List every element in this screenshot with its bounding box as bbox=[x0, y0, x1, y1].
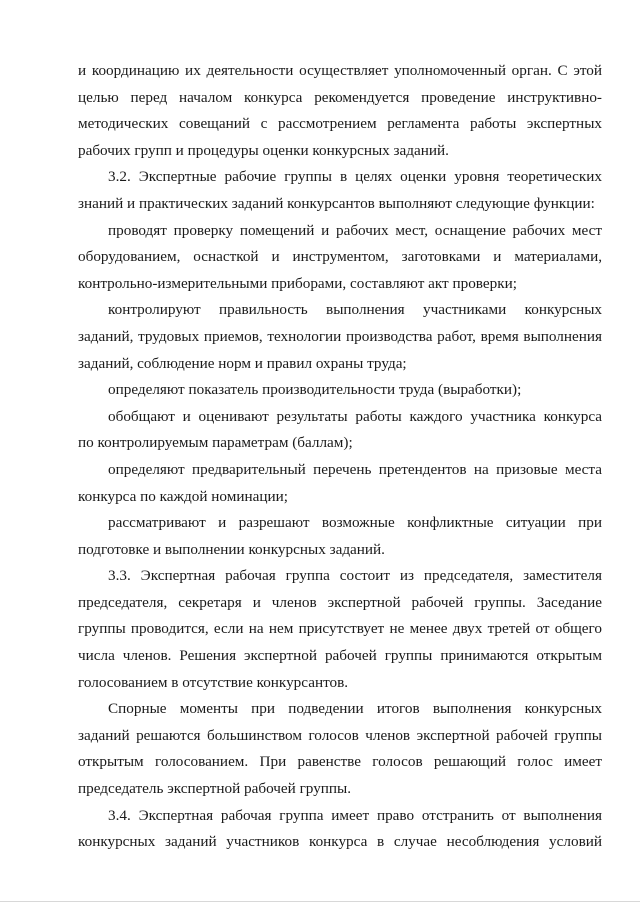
text-line: Спорные моменты при подведении итогов выполнения конкурсных bbox=[108, 700, 602, 718]
text-line: контрольно-измерительными приборами, составляют акт проверки; bbox=[78, 274, 517, 292]
document-body bbox=[78, 58, 602, 856]
text-line: рассматривают и разрешают возможные конфликтные ситуации при bbox=[108, 514, 602, 532]
text-line: подготовке и выполнении конкурсных заданий. bbox=[78, 540, 385, 558]
text-line: группы проводится, если на нем присутствует не менее двух третей от общего bbox=[78, 620, 602, 638]
text-line: голосованием в отсутствие конкурсантов. bbox=[78, 673, 349, 691]
text-line: рабочих групп и процедуры оценки конкурсных заданий. bbox=[78, 141, 449, 159]
text-line: конкурса по каждой номинации; bbox=[78, 487, 288, 505]
text-line: по контролируемым параметрам (баллам); bbox=[78, 434, 353, 452]
text-line: заданий решаются большинством голосов членов экспертной рабочей группы bbox=[78, 726, 602, 744]
text-line: конкурсных заданий участников конкурса в случае несоблюдения условий bbox=[78, 833, 602, 851]
text-line: определяют показатель производительности труда (выработки); bbox=[108, 381, 522, 399]
text-line: 3.3. Экспертная рабочая группа состоит из председателя, заместителя bbox=[108, 567, 602, 585]
text-line: определяют предварительный перечень претендентов на призовые места bbox=[108, 460, 602, 478]
text-line: 3.2. Экспертные рабочие группы в целях оценки уровня теоретических bbox=[108, 168, 602, 186]
text-line: председатель экспертной рабочей группы. bbox=[78, 780, 352, 798]
text-line: и координацию их деятельности осуществляет уполномоченный орган. С этой bbox=[78, 62, 602, 79]
text-line: заданий, соблюдение норм и правил охраны труда; bbox=[78, 354, 407, 372]
text-line: числа членов. Решения экспертной рабочей группы принимаются открытым bbox=[78, 647, 602, 665]
text-line: обобщают и оценивают результаты работы каждого участника конкурса bbox=[108, 407, 602, 425]
text-line: проводят проверку помещений и рабочих мест, оснащение рабочих мест bbox=[108, 221, 602, 239]
text-line: контролируют правильность выполнения участниками конкурсных bbox=[108, 301, 602, 319]
page-bottom-edge bbox=[0, 901, 640, 902]
text-line: знаний и практических заданий конкурсантов выполняют следующие функции: bbox=[78, 194, 595, 212]
text-line: заданий, трудовых приемов, технологии производства работ, время выполнения bbox=[78, 327, 602, 345]
text-line: методических совещаний с рассмотрением регламента работы экспертных bbox=[78, 115, 602, 133]
text-line: оборудованием, оснасткой и инструментом, заготовками и материалами, bbox=[78, 248, 602, 266]
text-line: открытым голосованием. При равенстве голосов решающий голос имеет bbox=[78, 753, 602, 771]
text-line: председателя, секретаря и членов экспертной рабочей группы. Заседание bbox=[78, 593, 602, 611]
text-line: 3.4. Экспертная рабочая группа имеет право отстранить от выполнения bbox=[108, 806, 602, 824]
text-line: целью перед началом конкурса рекомендуется проведение инструктивно- bbox=[78, 88, 602, 106]
